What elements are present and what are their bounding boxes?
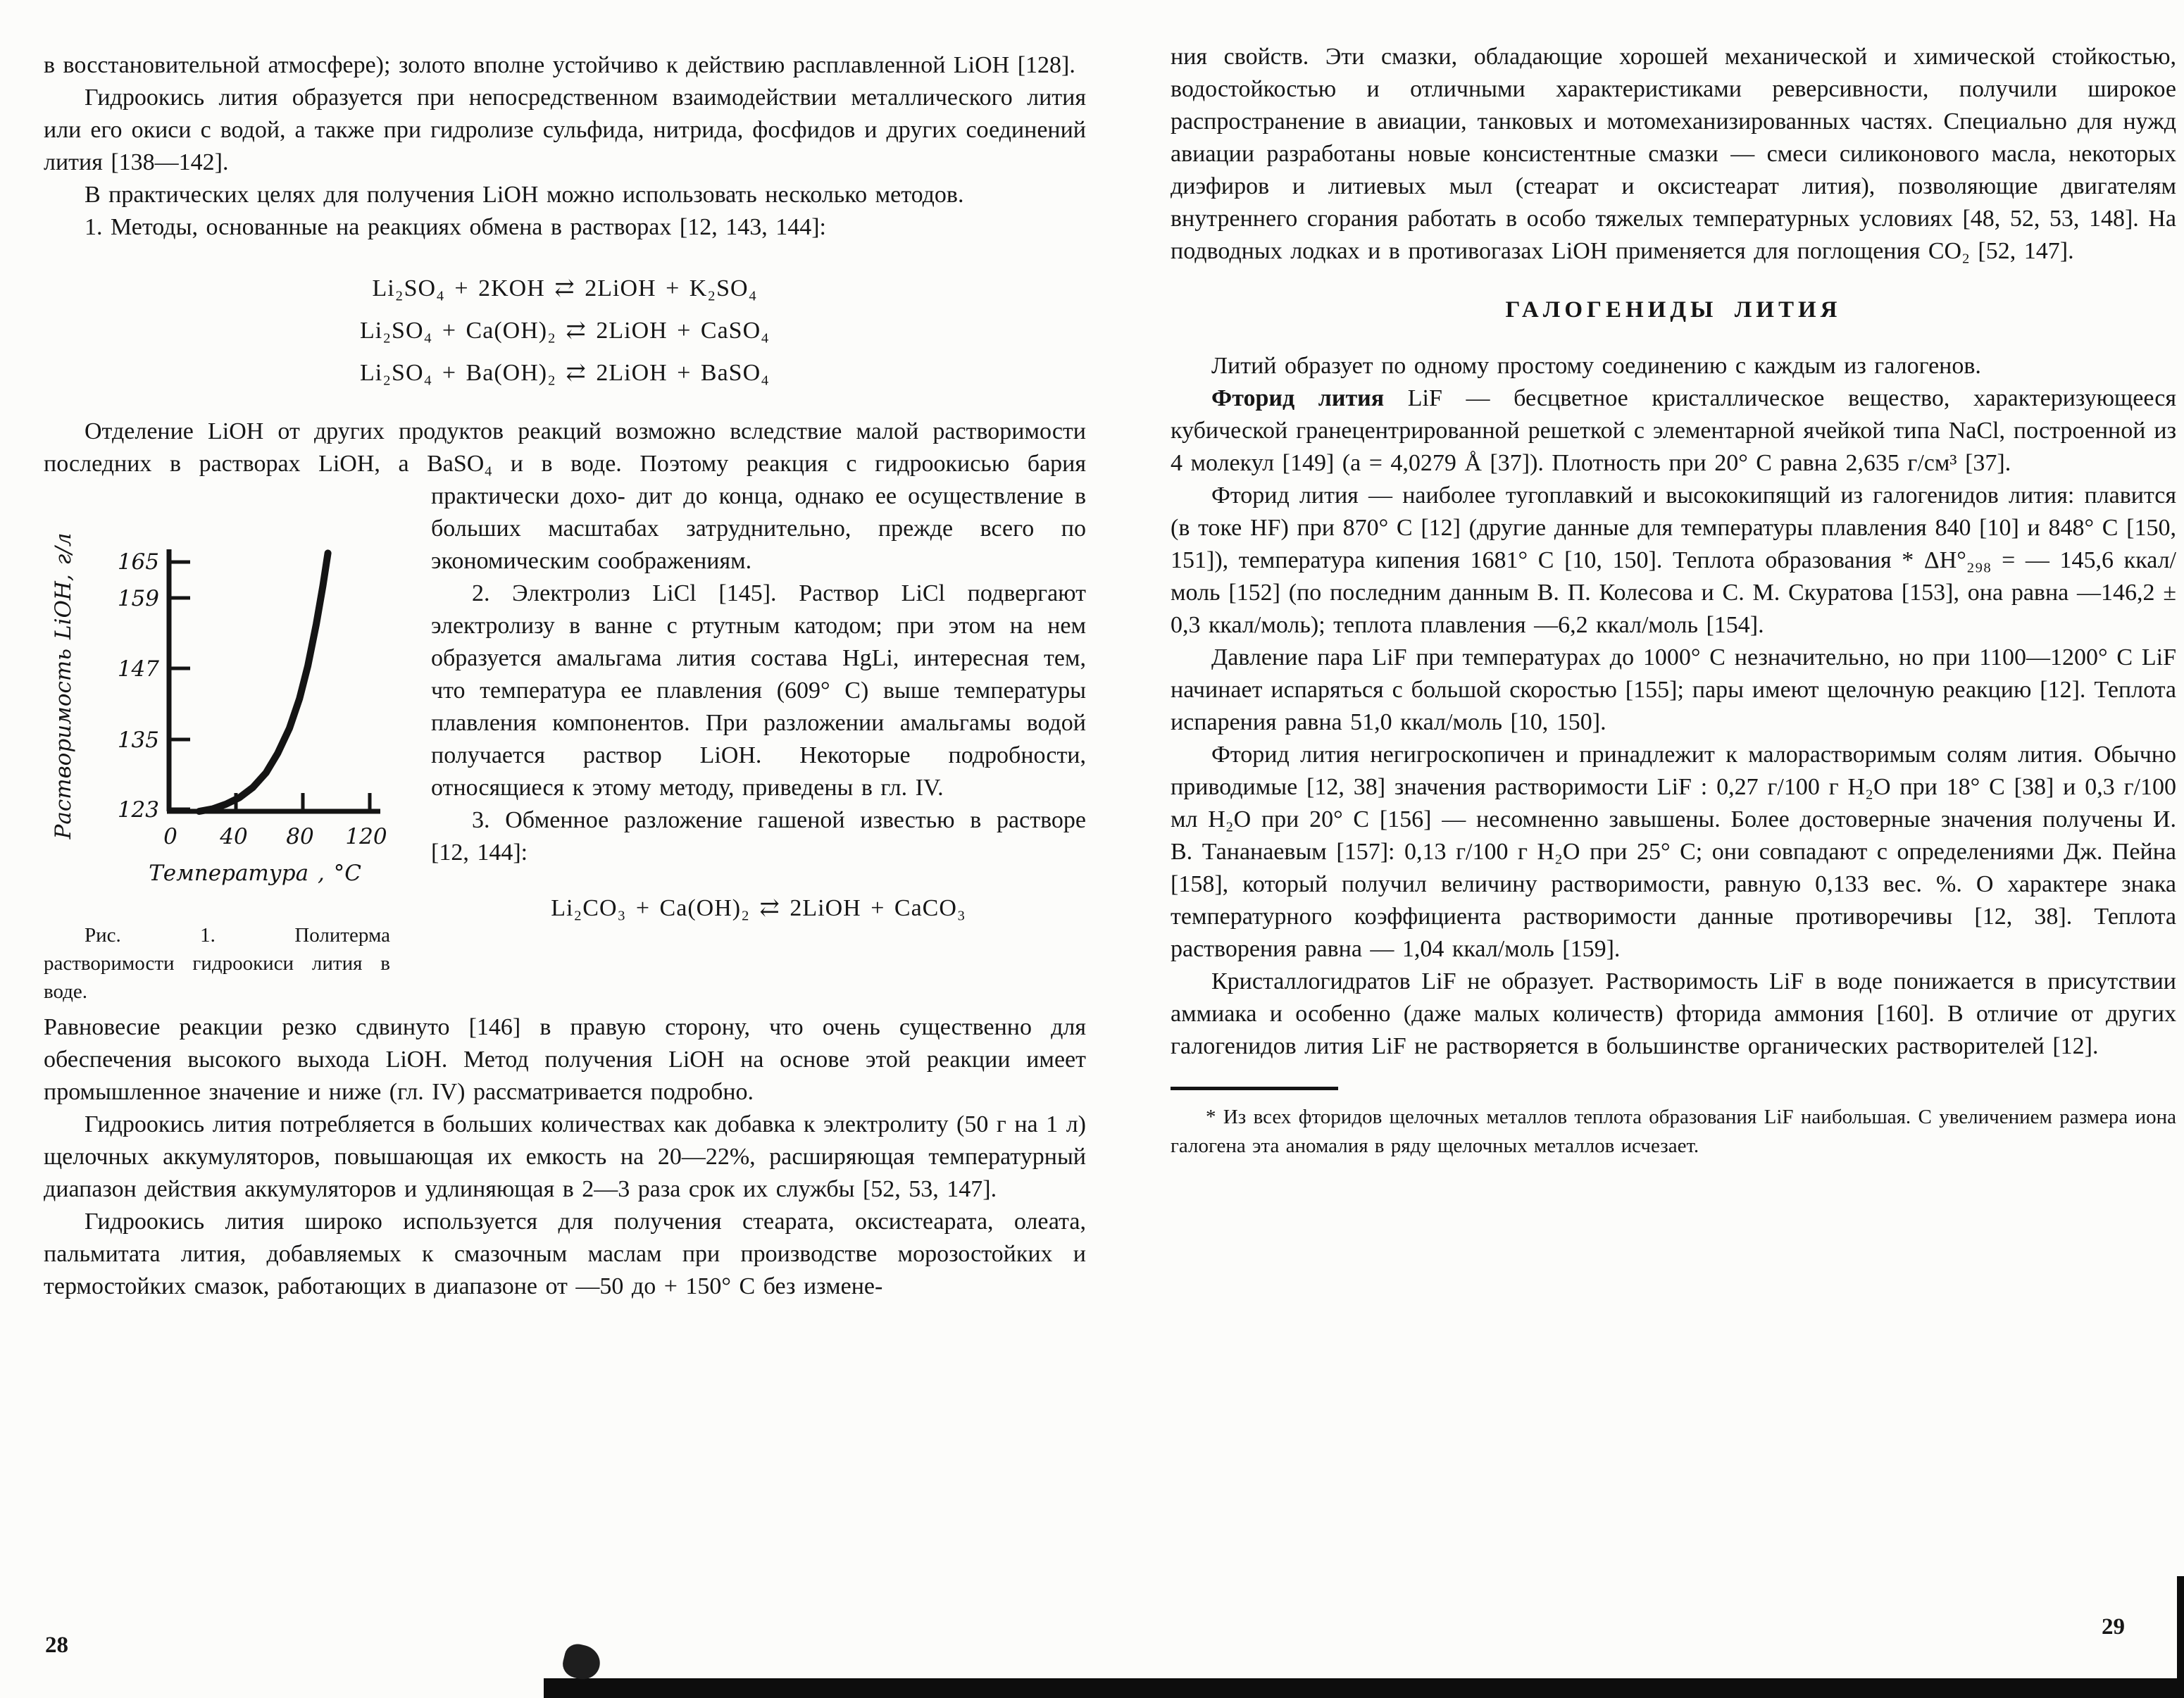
footnote: * Из всех фторидов щелочных металлов теплота образования LiF наибольшая. С увеличением размера иона галогена эта аномалия в ряду щелочных металлов исчезает.	[1171, 1106, 2176, 1157]
chemical-equation: Li₂CO₃ + Ca(OH)₂ ⇄ 2LiOH + CaCO₃	[551, 895, 966, 921]
paragraph: В практических целях для получения LiOH можно использовать несколько методов.	[85, 182, 964, 208]
paragraph: Давление пара LiF при температурах до 1000° С незначительно, но при 1100—1200° С LiF начинает испаряться с большой скоростью [155]; пары имеют щелочную реакцию [12]. Теплота испарения равна 51,0 ккал/моль [10, 150].	[1171, 644, 2176, 735]
chemical-equation: Li₂SO₄ + 2KOH ⇄ 2LiOH + K₂SO₄	[372, 275, 758, 301]
y-axis-title: Растворимость LiOH, г/л	[51, 532, 76, 839]
paragraph: 3. Обменное разложение гашеной известью в растворе [12, 144]:	[431, 807, 1086, 866]
paragraph-text: Отделение LiOH от других продуктов реакций возможно вследствие малой растворимости последних в растворах LiOH, а BaSO₄ и в воде. Поэтому реакция с гидроокисью бария практически дохо-	[44, 418, 1086, 509]
chemical-equation: Li₂SO₄ + Ba(OH)₂ ⇄ 2LiOH + BaSO₄	[359, 360, 770, 386]
equation-block	[44, 268, 1086, 394]
paragraph: ния свойств. Эти смазки, обладающие хорошей механической и химической стойкостью, водостойкостью и отличными характеристиками реверсивности, получили широкое распространение в авиации, танковых и мотомеханизированных частях. Специально для нужд авиации разработаны новые консистентные смазки — смеси силиконового масла, некоторых диэфиров и литиевых мыл (стеарат и оксистеарат лития), позволяющие двигателям внутреннего сгорания работать в особо тяжелых температурных условиях [48, 52, 53, 148]. На подводных лодках и в противогазах LiOH применяется для поглощения CO₂ [52, 147].	[1171, 44, 2176, 264]
y-tick-label: 159	[117, 586, 159, 611]
y-tick-label: 123	[117, 797, 159, 823]
paragraph-text: дит до конца, однако ее осуществление в больших масштабах затруднительно, прежде всего по экономическим соображениям.	[431, 483, 1086, 574]
paragraph: Равновесие реакции резко сдвинуто [146] в правую сторону, что очень существенно для обеспечения высокого выхода LiOH. Метод получения LiOH на основе этой реакции имеет промышленное значение и ниже (гл. IV) рассматривается подробно.	[44, 1014, 1086, 1105]
chemical-equation: Li₂SO₄ + Ca(OH)₂ ⇄ 2LiOH + CaSO₄	[359, 318, 770, 344]
scan-artifact-bottom-band	[544, 1678, 2184, 1698]
footnote-divider	[1171, 1087, 1338, 1090]
paragraph-text: LiF — бесцветное кристаллическое вещество, характеризующееся кубической гранецентрированной решеткой с элементарной ячейкой типа NaCl, построенной из 4 молекул [149] (a = 4,0279 Å [37]). Плотность при 20° С равна 2,635 г/см³ [37].	[1171, 385, 2176, 476]
figure-1	[44, 489, 404, 1006]
left-page	[44, 49, 1086, 1303]
figure-caption: Рис. 1. Политерма растворимости гидроокиси лития в воде.	[44, 924, 390, 1003]
solubility-curve	[199, 553, 328, 811]
right-page	[1171, 41, 2176, 1161]
x-tick-label: 120	[345, 824, 387, 849]
scan-artifact-right-bar	[2177, 1576, 2184, 1698]
paragraph: в восстановительной атмосфере); золото вполне устойчиво к действию расплавленной LiOH [128].	[44, 52, 1075, 78]
paragraph: Гидроокись лития образуется при непосредственном взаимодействии металлического лития или его окиси с водой, а также при гидролизе сульфида, нитрида, фосфидов и других соединений лития [138—142].	[44, 85, 1086, 175]
page-number-right: 29	[2102, 1614, 2125, 1640]
x-axis-title: Температура , °С	[149, 861, 361, 886]
paragraph-lithium-fluoride	[1171, 382, 2176, 480]
paragraph: Кристаллогидратов LiF не образует. Растворимость LiF в воде понижается в присутствии аммиака и особенно (даже малых количеств) фторида аммония [160]. В отличие от других галогенидов лития LiF не растворяется в большинстве органических растворителей [12].	[1171, 968, 2176, 1059]
paragraph: Литий образует по одному простому соединению с каждым из галогенов.	[1211, 353, 1981, 379]
x-tick-label: 0	[163, 824, 177, 849]
solubility-chart	[44, 489, 404, 906]
y-tick-label: 165	[117, 549, 159, 575]
page-number-left: 28	[45, 1633, 68, 1658]
paragraph: Гидроокись лития широко используется для получения стеарата, оксистеарата, олеата, пальмитата лития, добавляемых к смазочным маслам при производстве морозостойких и термостойких смазок, работающих в диапазоне от —50 до + 150° С без измене-	[44, 1209, 1086, 1299]
paragraph: 1. Методы, основанные на реакциях обмена в растворах [12, 143, 144]:	[85, 214, 826, 240]
y-tick-label: 147	[117, 656, 159, 682]
paragraph: Фторид лития негигроскопичен и принадлежит к малорастворимым солям лития. Обычно приводимые [12, 38] значения растворимости LiF : 0,27 г/100 г H₂O при 18° С [38] и 0,3 г/100 мл H₂O при 20° С [156] — несомненно завышены. Более достоверные значения получены И. В. Тананаевым [157]: 0,13 г/100 г H₂O при 25° С; они совпадают с определениями Дж. Пейна [158], который получил величину растворимости, равную 0,133 вес. %. О характере знака температурного коэффициента растворимости данные противоречивы [12, 38]. Теплота растворения равна — 1,04 ккал/моль [159].	[1171, 742, 2176, 962]
x-tick-label: 80	[286, 824, 314, 849]
section-heading: ГАЛОГЕНИДЫ ЛИТИЯ	[1505, 297, 1842, 323]
term-bold: Фторид лития	[1211, 385, 1385, 411]
paragraph: Фторид лития — наиболее тугоплавкий и высококипящий из галогенидов лития: плавится (в токе HF) при 870° С [12] (другие данные для температуры плавления 840 [10] и 848° С [150, 151]), температура кипения 1681° С [10, 150]. Теплота образования * ΔH°₂₉₈ = — 145,6 ккал/моль [152] (по последним данным В. П. Колесова и С. М. Скуратова [153], она равна —146,2 ± 0,3 ккал/моль); теплота плавления —6,2 ккал/моль [154].	[1171, 482, 2176, 638]
x-tick-label: 40	[220, 824, 248, 849]
paragraph: Гидроокись лития потребляется в больших количествах как добавка к электролиту (50 г на 1 л) щелочных аккумуляторов, повышающая их емкость на 20—22%, расширяющая температурный диапазон действия аккумуляторов и удлиняющая в 2—3 раза срок их службы [52, 53, 147].	[44, 1111, 1086, 1202]
paragraph: 2. Электролиз LiCl [145]. Раствор LiCl подвергают электролизу в ванне с ртутным катодом; при этом на нем образуется амальгама лития состава HgLi, интересная тем, что температура ее плавления (609° С) выше температуры плавления компонентов. При разложении амальгамы водой получается раствор LiOH. Некоторые подробности, относящиеся к этому методу, приведены в гл. IV.	[431, 580, 1086, 801]
scan-artifact-smudge	[560, 1641, 604, 1683]
y-tick-label: 135	[117, 728, 159, 753]
